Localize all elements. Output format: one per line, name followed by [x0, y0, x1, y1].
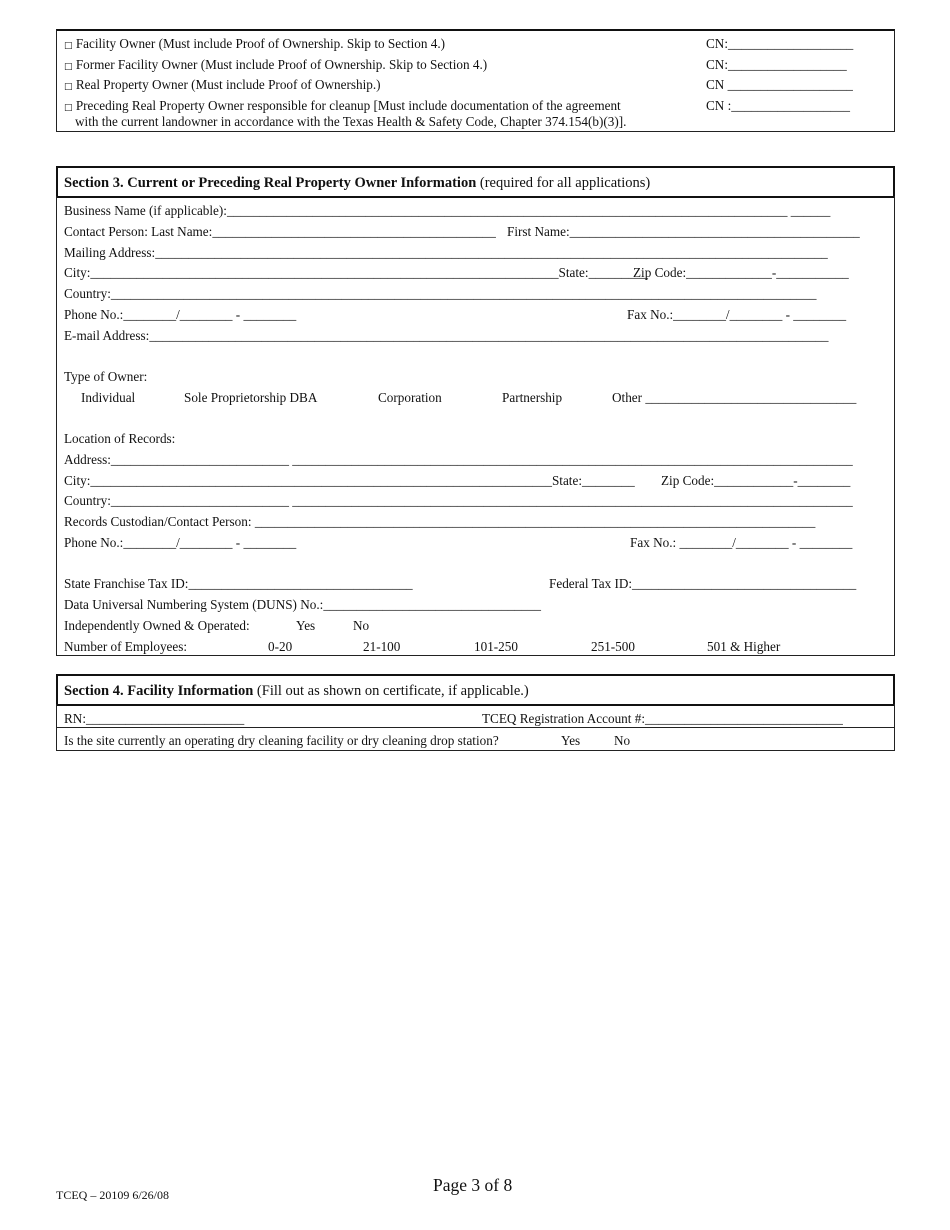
owner-type-partnership[interactable]: Partnership	[502, 390, 563, 405]
state-franchise-tax-field[interactable]: State Franchise Tax ID:__________________________________	[64, 576, 413, 591]
dry-cleaning-yes[interactable]: Yes	[561, 733, 581, 748]
records-city-state-field[interactable]: City:______________________________________________________________________State:________	[64, 473, 635, 488]
email-field[interactable]: E-mail Address:_______________________________________________________________________________________________________	[64, 328, 829, 343]
employees-option-21-100[interactable]: 21-100	[363, 639, 401, 654]
employees-option-251-500[interactable]: 251-500	[591, 639, 635, 654]
contact-first-name-field[interactable]: First Name:____________________________________________	[507, 224, 860, 239]
independently-owned-no[interactable]: No	[353, 618, 370, 633]
ownership-item-former-facility-owner[interactable]	[64, 57, 487, 75]
records-country-field[interactable]: Country:___________________________ _____________________________________________________________________________________	[64, 493, 853, 508]
section4-row-divider	[56, 727, 895, 728]
page-number: Page 3 of 8	[433, 1175, 513, 1195]
employees-option-101-250[interactable]: 101-250	[474, 639, 518, 654]
dry-cleaning-question: Is the site currently an operating dry cleaning facility or dry cleaning drop station?	[64, 733, 499, 748]
checkbox-icon[interactable]: □	[64, 103, 73, 113]
records-address-field[interactable]: Address:___________________________ _____________________________________________________________________________________	[64, 452, 853, 467]
ownership-item-label-continued: with the current landowner in accordance with the Texas Health & Safety Code, Chapter 374.154(b)(3)].	[75, 114, 627, 129]
section4-subtitle: (Fill out as shown on certificate, if applicable.)	[253, 683, 529, 699]
section3-title: Section 3. Current or Preceding Real Property Owner Information	[64, 175, 477, 191]
records-fax-field[interactable]: Fax No.: ________/________ - ________	[630, 535, 853, 550]
cn-field[interactable]: CN:___________________	[706, 36, 854, 51]
ownership-item-facility-owner[interactable]	[64, 36, 445, 54]
ownership-item-label: Former Facility Owner (Must include Proof of Ownership. Skip to Section 4.)	[75, 57, 488, 72]
owner-type-individual[interactable]: Individual	[81, 390, 136, 405]
cn-field[interactable]: CN ___________________	[706, 77, 853, 92]
form-id: TCEQ – 20109 6/26/08	[56, 1188, 169, 1202]
rn-field[interactable]: RN:________________________	[64, 711, 245, 726]
section4-title: Section 4. Facility Information	[64, 683, 254, 699]
duns-field[interactable]: Data Universal Numbering System (DUNS) No.:_________________________________	[64, 597, 541, 612]
section3-header	[56, 166, 895, 198]
section4-header	[56, 674, 895, 706]
mailing-address-field[interactable]: Mailing Address:______________________________________________________________________________________________________	[64, 245, 828, 260]
contact-last-name-field[interactable]: Contact Person: Last Name:___________________________________________	[64, 224, 496, 239]
owner-type-other[interactable]: Other ________________________________	[612, 390, 857, 405]
country-field[interactable]: Country:___________________________________________________________________________________________________________	[64, 286, 817, 301]
checkbox-icon[interactable]: □	[64, 41, 73, 51]
section3-subtitle: (required for all applications)	[476, 175, 651, 191]
federal-tax-field[interactable]: Federal Tax ID:__________________________________	[549, 576, 857, 591]
city-state-field[interactable]: City:_______________________________________________________________________State:_________	[64, 265, 648, 280]
independently-owned-label: Independently Owned & Operated:	[64, 618, 250, 633]
cn-field[interactable]: CN:__________________	[706, 57, 847, 72]
checkbox-icon[interactable]: □	[64, 62, 73, 72]
cn-field[interactable]: CN :__________________	[706, 98, 850, 113]
zip-code-field[interactable]: Zip Code:_____________-___________	[633, 265, 849, 280]
ownership-item-label: Preceding Real Property Owner responsible for cleanup [Must include documentation of the agreement	[75, 98, 621, 113]
ownership-item-real-property-owner[interactable]	[64, 77, 381, 95]
dry-cleaning-no[interactable]: No	[614, 733, 631, 748]
owner-type-sole-proprietorship[interactable]: Sole Proprietorship DBA	[184, 390, 318, 405]
records-location-label: Location of Records:	[64, 431, 176, 446]
ownership-item-label: Real Property Owner (Must include Proof of Ownership.)	[75, 77, 381, 92]
phone-field[interactable]: Phone No.:________/________ - ________	[64, 307, 297, 322]
owner-type-corporation[interactable]: Corporation	[378, 390, 442, 405]
checkbox-icon[interactable]: □	[64, 82, 73, 92]
owner-type-label: Type of Owner:	[64, 369, 148, 384]
records-zip-code-field[interactable]: Zip Code:____________-________	[661, 473, 851, 488]
business-name-field[interactable]: Business Name (if applicable):_____________________________________________________________________________________ ______	[64, 203, 831, 218]
independently-owned-yes[interactable]: Yes	[296, 618, 316, 633]
employees-option-0-20[interactable]: 0-20	[268, 639, 293, 654]
ownership-item-label: Facility Owner (Must include Proof of Ownership. Skip to Section 4.)	[75, 36, 446, 51]
records-custodian-field[interactable]: Records Custodian/Contact Person: _____________________________________________________________________________________	[64, 514, 816, 529]
tceq-registration-account-field[interactable]: TCEQ Registration Account #:______________________________	[482, 711, 843, 726]
fax-field[interactable]: Fax No.:________/________ - ________	[627, 307, 847, 322]
employees-option-501-higher[interactable]: 501 & Higher	[707, 639, 781, 654]
records-phone-field[interactable]: Phone No.:________/________ - ________	[64, 535, 297, 550]
employees-label: Number of Employees:	[64, 639, 188, 654]
